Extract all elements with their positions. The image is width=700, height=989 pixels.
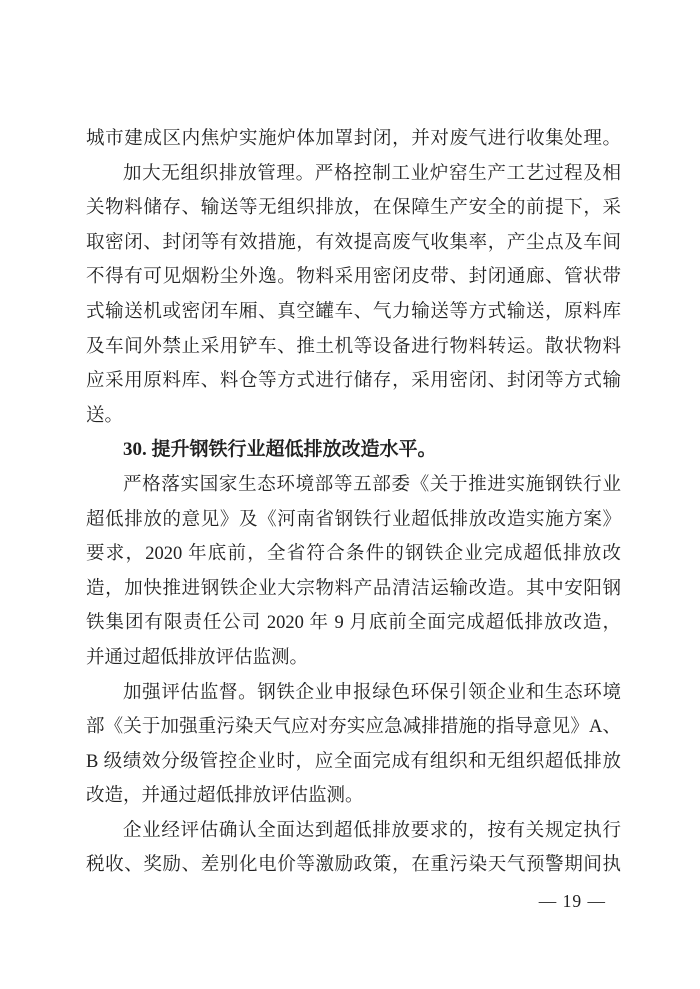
body-line-11: 严格落实国家生态环境部等五部委《关于推进实施钢铁行业 xyxy=(123,474,621,495)
body-line-7: 及车间外禁止采用铲车、推土机等设备进行物料转运。散状物料 xyxy=(86,336,621,357)
body-line-3: 关物料储存、输送等无组织排放，在保障生产安全的前提下，采 xyxy=(86,198,621,219)
body-line-6: 式输送机或密闭车厢、真空罐车、气力输送等方式输送，原料库 xyxy=(86,301,621,322)
body-line-17: 加强评估监督。钢铁企业申报绿色环保引领企业和生态环境 xyxy=(123,682,621,703)
body-line-1: 城市建成区内焦炉实施炉体加罩封闭，并对废气进行收集处理。 xyxy=(86,129,621,149)
body-line-14: 造，加快推进钢铁企业大宗物料产品清洁运输改造。其中安阳钢 xyxy=(86,578,621,599)
body-line-8: 应采用原料库、料仓等方式进行储存，采用密闭、封闭等方式输 xyxy=(86,371,621,392)
page-number: — 19 — xyxy=(538,891,606,911)
body-line-20: 改造，并通过超低排放评估监测。 xyxy=(86,786,364,807)
body-line-9: 送。 xyxy=(86,405,124,426)
body-line-13: 要求，2020 年底前，全省符合条件的钢铁企业完成超低排放改 xyxy=(86,544,621,565)
body-line-5: 不得有可见烟粉尘外逸。物料采用密闭皮带、封闭通廊、管状带 xyxy=(86,267,621,288)
body-line-16: 并通过超低排放评估监测。 xyxy=(86,647,309,668)
section-30-heading: 30. 提升钢铁行业超低排放改造水平。 xyxy=(123,439,437,461)
body-line-21: 企业经评估确认全面达到超低排放要求的，按有关规定执行 xyxy=(123,820,621,841)
body-line-18: 部《关于加强重污染天气应对夯实应急减排措施的指导意见》A、 xyxy=(86,717,621,738)
text-block xyxy=(86,122,621,883)
body-line-15: 铁集团有限责任公司 2020 年 9 月底前全面完成超低排放改造， xyxy=(86,613,621,634)
body-line-12: 超低排放的意见》及《河南省钢铁行业超低排放改造实施方案》 xyxy=(86,509,621,530)
body-line-19: B 级绩效分级管控企业时，应全面完成有组织和无组织超低排放 xyxy=(86,751,621,772)
body-line-4: 取密闭、封闭等有效措施，有效提高废气收集率，产尘点及车间 xyxy=(86,232,621,253)
body-line-2: 加大无组织排放管理。严格控制工业炉窑生产工艺过程及相 xyxy=(123,163,621,184)
body-line-22: 税收、奖励、差别化电价等激励政策，在重污染天气预警期间执 xyxy=(86,855,621,876)
